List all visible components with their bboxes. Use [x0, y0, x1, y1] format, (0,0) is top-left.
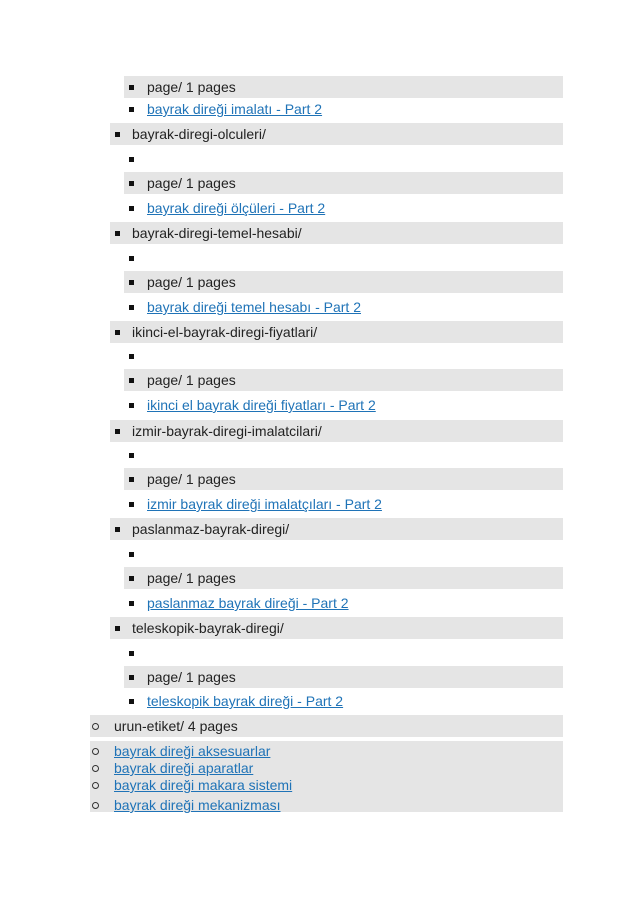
page-link[interactable]: bayrak direği temel hesabı - Part 2	[147, 299, 361, 315]
folder-item	[110, 123, 563, 145]
folder-label: urun-etiket/ 4 pages	[114, 718, 238, 734]
bullet-icon	[129, 699, 134, 704]
bullet-icon	[129, 378, 134, 383]
page-link[interactable]: izmir bayrak direği imalatçıları - Part 2	[147, 496, 382, 512]
list-item	[124, 543, 563, 565]
list-item	[124, 369, 563, 391]
folder-item	[110, 617, 563, 639]
list-item	[124, 197, 563, 219]
circle-bullet-icon	[92, 723, 99, 730]
bullet-icon	[115, 231, 120, 236]
tag-link[interactable]: bayrak direği makara sistemi	[114, 777, 293, 793]
page-link[interactable]: paslanmaz bayrak direği - Part 2	[147, 595, 349, 611]
list-item	[124, 172, 563, 194]
list-item	[124, 394, 563, 416]
list-item	[124, 271, 563, 293]
page-link[interactable]: bayrak direği ölçüleri - Part 2	[147, 200, 326, 216]
pages-label: page/ 1 pages	[147, 79, 236, 95]
circle-bullet-icon	[92, 802, 99, 809]
pages-label: page/ 1 pages	[147, 372, 236, 388]
folder-item	[110, 518, 563, 540]
bullet-icon	[129, 502, 134, 507]
list-item	[124, 98, 563, 120]
list-item	[124, 592, 563, 614]
bullet-icon	[129, 305, 134, 310]
bullet-icon	[115, 429, 120, 434]
page-link[interactable]: teleskopik bayrak direği - Part 2	[147, 693, 344, 709]
page-link[interactable]: bayrak direği imalatı - Part 2	[147, 101, 323, 117]
bullet-icon	[129, 280, 134, 285]
pages-label: page/ 1 pages	[147, 570, 236, 586]
bullet-icon	[115, 330, 120, 335]
folder-item	[90, 715, 563, 737]
bullet-icon	[115, 527, 120, 532]
list-item	[124, 567, 563, 589]
bullet-icon	[129, 601, 134, 606]
folder-item	[110, 420, 563, 442]
folder-label: bayrak-diregi-olculeri/	[132, 126, 266, 142]
list-item	[124, 468, 563, 490]
bullet-icon	[129, 453, 134, 458]
bullet-icon	[129, 206, 134, 211]
list-item	[124, 690, 563, 712]
tag-link[interactable]: bayrak direği aparatlar	[114, 760, 254, 776]
folder-label: izmir-bayrak-diregi-imalatcilari/	[132, 423, 322, 439]
circle-bullet-icon	[92, 765, 99, 772]
circle-bullet-icon	[92, 782, 99, 789]
bullet-icon	[129, 85, 134, 90]
bullet-icon	[129, 181, 134, 186]
pages-label: page/ 1 pages	[147, 175, 236, 191]
folder-label: ikinci-el-bayrak-diregi-fiyatlari/	[132, 324, 318, 340]
tag-link[interactable]: bayrak direği mekanizması	[114, 797, 281, 813]
bullet-icon	[129, 675, 134, 680]
bullet-icon	[129, 107, 134, 112]
tag-link[interactable]: bayrak direği aksesuarlar	[114, 743, 271, 759]
bullet-icon	[129, 354, 134, 359]
link-list	[90, 741, 563, 812]
bullet-icon	[129, 576, 134, 581]
circle-bullet-icon	[92, 748, 99, 755]
list-item	[124, 444, 563, 466]
list-item	[124, 642, 563, 664]
list-item	[124, 666, 563, 688]
folder-label: teleskopik-bayrak-diregi/	[132, 620, 284, 636]
bullet-icon	[129, 403, 134, 408]
bullet-icon	[115, 132, 120, 137]
list-item	[124, 296, 563, 318]
bullet-icon	[129, 477, 134, 482]
bullet-icon	[129, 552, 134, 557]
list-item	[124, 76, 563, 98]
bullet-icon	[129, 256, 134, 261]
page-link[interactable]: ikinci el bayrak direği fiyatları - Part 2	[147, 397, 376, 413]
folder-label: paslanmaz-bayrak-diregi/	[132, 521, 290, 537]
bullet-icon	[129, 157, 134, 162]
folder-item	[110, 321, 563, 343]
list-item	[124, 345, 563, 367]
folder-label: bayrak-diregi-temel-hesabi/	[132, 225, 302, 241]
pages-label: page/ 1 pages	[147, 471, 236, 487]
list-item	[124, 148, 563, 170]
bullet-icon	[129, 651, 134, 656]
pages-label: page/ 1 pages	[147, 274, 236, 290]
folder-item	[110, 222, 563, 244]
list-item	[124, 247, 563, 269]
bullet-icon	[115, 626, 120, 631]
list-item	[124, 493, 563, 515]
pages-label: page/ 1 pages	[147, 669, 236, 685]
